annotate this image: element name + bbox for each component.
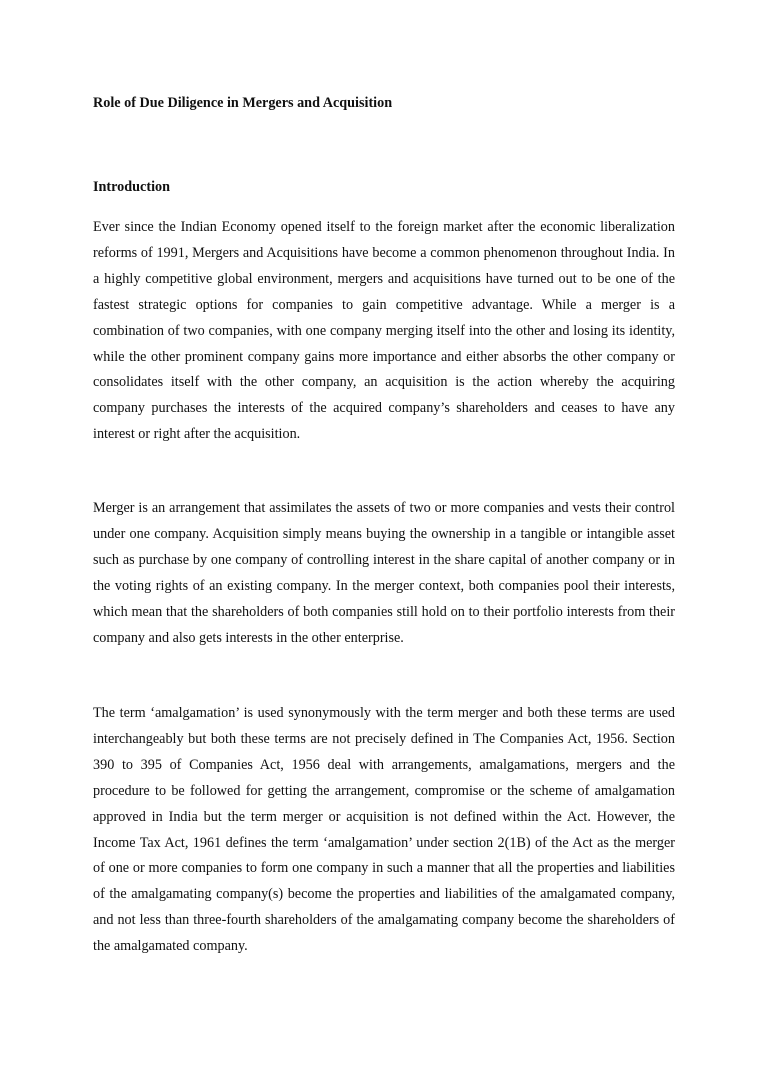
paragraph-intro-1: Ever since the Indian Economy opened itself to the foreign market after the economic liberalization reforms of 1991, Mergers and Acquisitions have become a common phenomenon throughout India. In a highly competitive global environment, mergers and acquisitions have turned out to be one of the fastest strategic options for companies to gain competitive advantage. While a merger is a combination of two companies, with one company merging itself into the other and losing its identity, while the other prominent company gains more importance and either absorbs the other company or consolidates itself with the other company, an acquisition is the action whereby the acquiring company purchases the interests of the acquired company’s shareholders and ceases to have any interest or right after the acquisition. xyxy=(93,219,675,443)
paragraph-intro-2: Merger is an arrangement that assimilates the assets of two or more companies and vests their control under one company. Acquisition simply means buying the ownership in a tangible or intangible asset such as purchase by one company of controlling interest in the share capital of another company or in the voting rights of an existing company. In the merger context, both companies pool their interests, which mean that the shareholders of both companies still hold on to their portfolio interests from their company and also gets interests in the other enterprise. xyxy=(93,500,675,646)
paragraph-intro-3: The term ‘amalgamation’ is used synonymously with the term merger and both these terms are used interchangeably but both these terms are not precisely defined in The Companies Act, 1956. Section 390 to 395 of Companies Act, 1956 deal with arrangements, amalgamations, mergers and the procedure to be followed for getting the arrangement, compromise or the scheme of amalgamation approved in India but the term merger or acquisition is not defined within the Act. However, the Income Tax Act, 1961 defines the term ‘amalgamation’ under section 2(1B) of the Act as the merger of one or more companies to form one company in such a manner that all the properties and liabilities of the amalgamating company(s) become the properties and liabilities of the amalgamated company, and not less than three-fourth shareholders of the amalgamating company become the shareholders of the amalgamated company. xyxy=(93,705,675,955)
section-heading-introduction: Introduction xyxy=(93,179,170,195)
document-title: Role of Due Diligence in Mergers and Acquisition xyxy=(93,95,393,111)
